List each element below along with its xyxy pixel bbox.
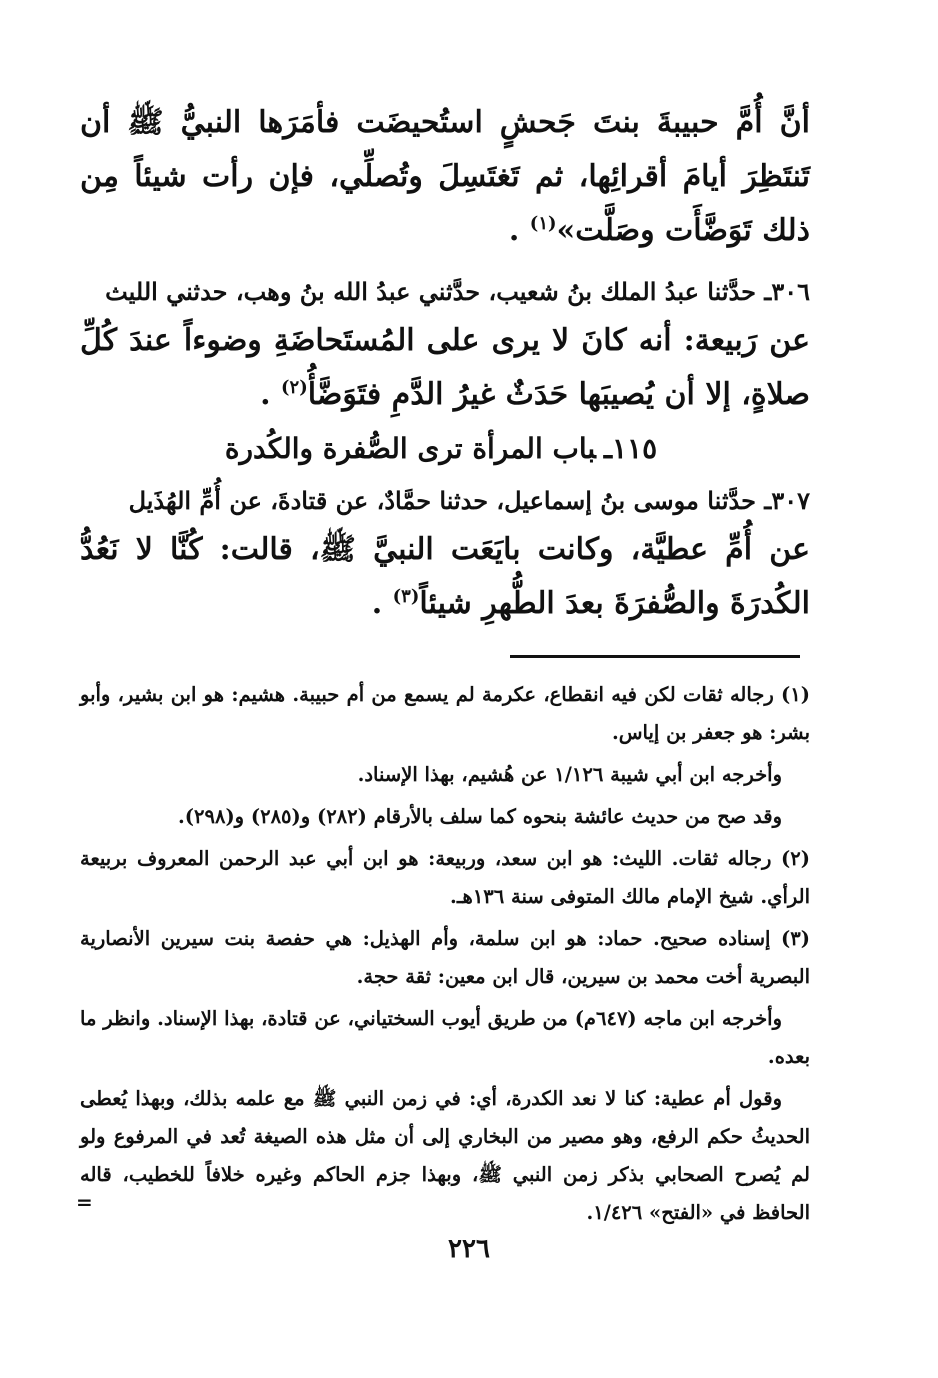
footnote-3-commentary: وقول أم عطية: كنا لا نعد الكدرة، أي: في زمن النبي ﷺ مع علمه بذلك، وبهذا يُعطى الحديثُ حكم الرفع، وهو مصير من البخاري إلى أن مثل هذه الصيغة تُعد في المرفوع ولو لم يُصرح الصحابي بذكر زمن النبي ﷺ، وبهذا جزم الحاكم وغيره خلافاً للخطيب، قاله الحافظ في «الفتح» ١/٤٢٦. [80,1087,810,1224]
hadith-306-matn [80,314,810,422]
chapter-number: ١١٥ـ [603,432,658,465]
chapter-title: باب المرأة ترى الصُّفرة والكُدرة [224,432,596,465]
footnotes [80,676,810,1236]
hadith-307-isnad: ٣٠٧ـ حدَّثنا موسى بنُ إسماعيل، حدثنا حمَّادٌ، عن قتادةَ، عن أُمِّ الهُذَيل [128,486,810,515]
hadith-306-end-mark: . [260,377,271,412]
footnote-1: (١) رجاله ثقات لكن فيه انقطاع، عكرمة لم يسمع من أم حبيبة. هشيم: هو ابن بشير، وأبو بشر: هو جعفر بن إياس. [80,683,810,744]
hadith-305-end-mark: . [508,213,520,248]
hadith-305-ending [80,96,810,258]
hadith-306-text: عن رَبيعة: أنه كانَ لا يرى على المُستَحاضَةِ وضوءاً عندَ كُلِّ صلاةٍ، إلا أن يُصيبَها حَدَثٌ غيرُ الدَّمِ فتَوَضَّأُ [80,323,810,412]
hadith-307-matn [80,523,810,631]
footnote-2: (٢) رجاله ثقات. الليث: هو ابن سعد، وربيعة: هو ابن أبي عبد الرحمن المعروف بربيعة الرأي. شيخ الإمام مالك المتوفى سنة ١٣٦هـ. [80,847,810,908]
footnote-1-source: وأخرجه ابن أبي شيبة ١/١٢٦ عن هُشيم، بهذا الإسناد. [357,763,782,786]
footnote-divider [510,655,800,658]
chapter-heading [80,432,810,465]
continuation-mark: = [76,1190,93,1214]
footnote-ref-2[interactable]: (٢) [281,377,308,398]
hadith-307-text: عن أُمِّ عطيَّة، وكانت بايَعَت النبيَّ ﷺ، قالت: كُنَّا لا نَعُدُّ الكُدرَةَ والصُّفرَةَ بعدَ الطُّهرِ شيئاً [80,532,810,621]
footnote-3: (٣) إسناده صحيح. حماد: هو ابن سلمة، وأم الهذيل: هي حفصة بنت سيرين الأنصارية البصرية أخت محمد بن سيرين، قال ابن معين: ثقة حجة. [80,927,810,988]
hadith-306-isnad: ٣٠٦ـ حدَّثنا عبدُ الملك بنُ شعيب، حدَّثني عبدُ الله بنُ وهب، حدثني الليث [105,277,810,306]
hadith-307-end-mark: . [371,586,383,621]
footnote-ref-1[interactable]: (١) [529,213,557,234]
hadith-305-text: أنَّ أُمَّ حبيبةَ بنتَ جَحشٍ استُحيضَت فأمَرَها النبيُّ ﷺ أن تَنتَظِرَ أيامَ أقرائِها، ثم تَغتَسِلَ وتُصلِّي، فإن رأت شيئاً مِن ذلك تَوَضَّأَت وصَلَّت» [80,105,810,248]
footnote-3-source: وأخرجه ابن ماجه (٦٤٧م) من طريق أيوب السختياني، عن قتادة، بهذا الإسناد. وانظر ما بعده. [80,1007,810,1068]
footnote-ref-3[interactable]: (٣) [392,586,420,607]
footnote-1-note: وقد صح من حديث عائشة بنحوه كما سلف بالأرقام (٢٨٢) و(٢٨٥) و(٢٩٨). [178,805,782,828]
main-text [80,96,810,631]
page-number: ٢٢٦ [448,1234,490,1264]
